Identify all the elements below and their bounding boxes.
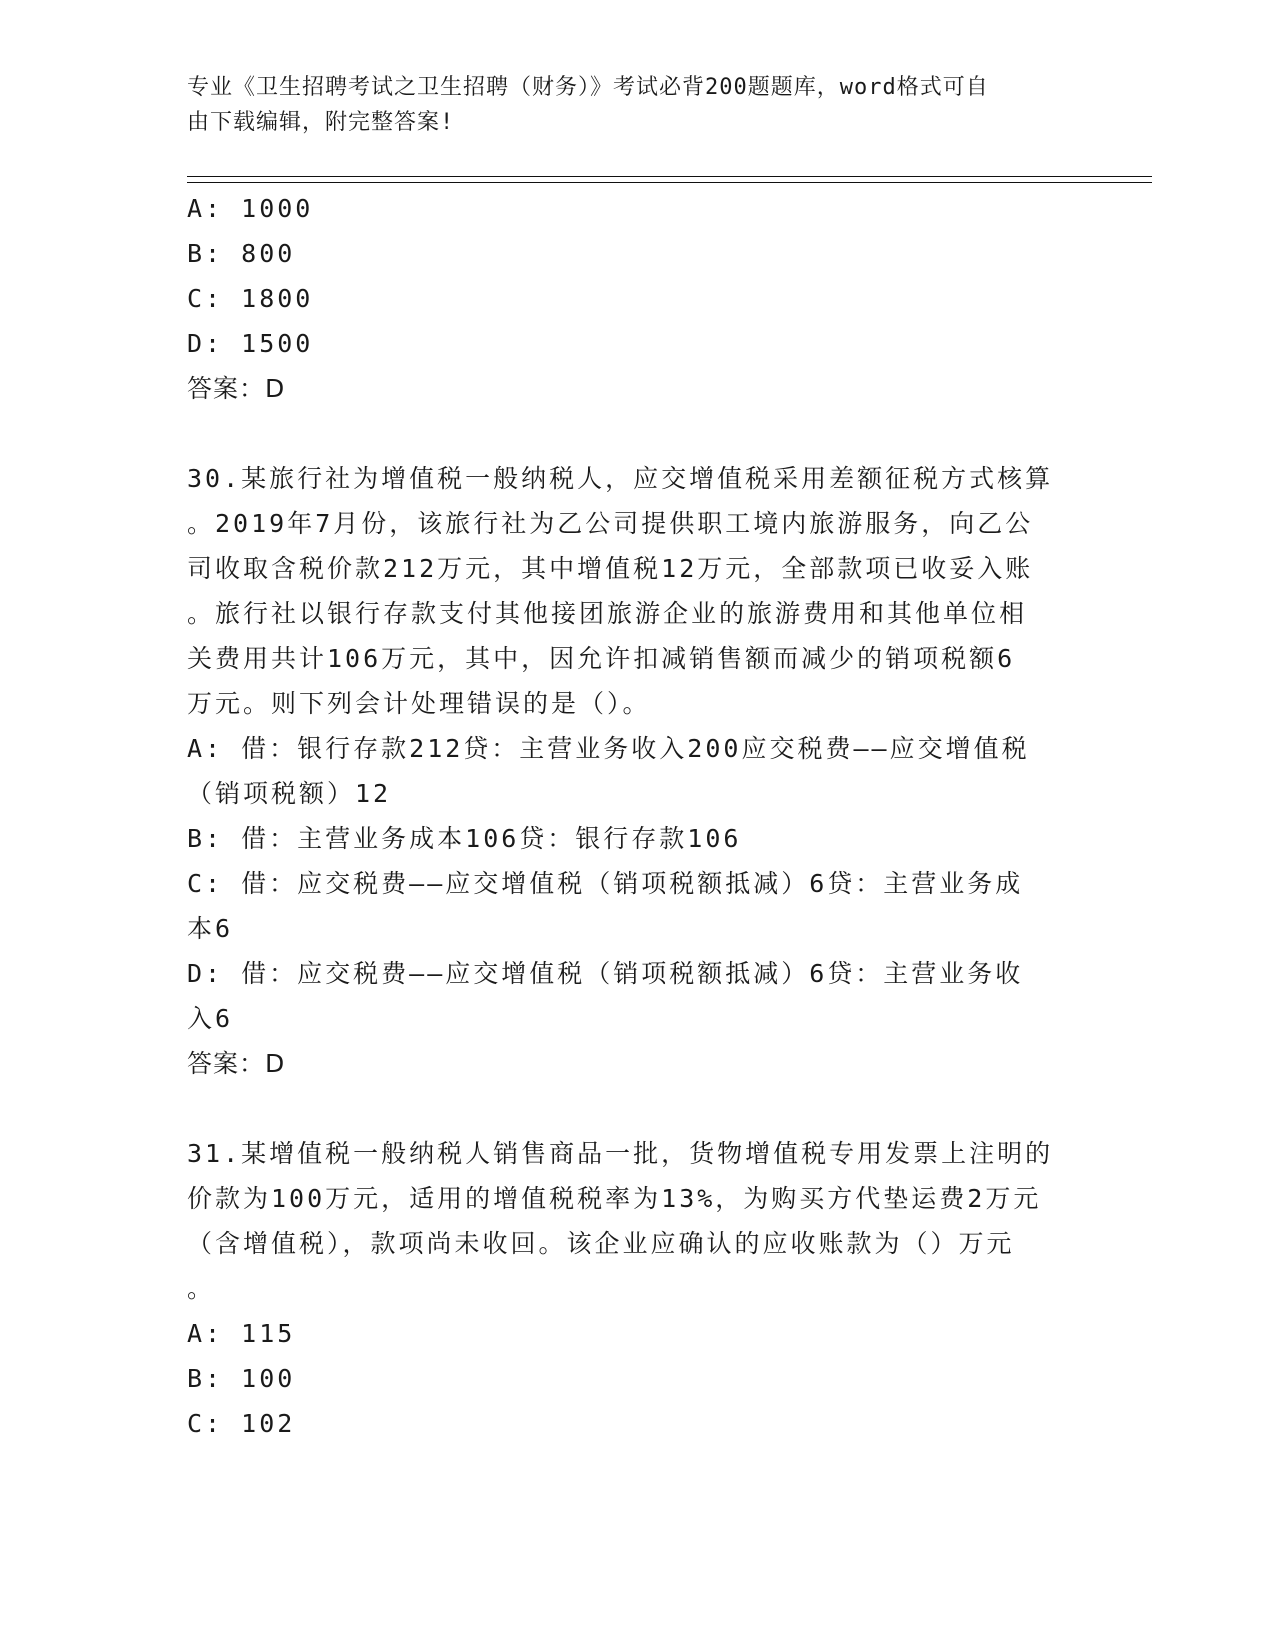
q30-stem-line-1: 30.某旅行社为增值税一般纳税人，应交增值税采用差额征税方式核算 [187, 464, 1054, 493]
q30-option-a-cont: （销项税额）12 [187, 779, 392, 808]
q29-option-b: B: 800 [187, 239, 296, 268]
q31-option-a: A: 115 [187, 1319, 296, 1348]
q30-stem-line-2: 。2019年7月份，该旅行社为乙公司提供职工境内旅游服务，向乙公 [187, 509, 1034, 538]
q30-stem-line-5: 关费用共计106万元，其中，因允许扣减销售额而减少的销项税额6 [187, 644, 1016, 673]
q30-stem-line-4: 。旅行社以银行存款支付其他接团旅游企业的旅游费用和其他单位相 [187, 599, 1028, 628]
q30-stem-line-3: 司收取含税价款212万元，其中增值税12万元，全部款项已收妥入账 [187, 554, 1034, 583]
q30-stem-line-6: 万元。则下列会计处理错误的是（）。 [187, 689, 651, 718]
q30-option-c-cont: 本6 [187, 914, 234, 943]
q31-stem-line-4: 。 [187, 1274, 216, 1303]
header-divider-bottom [187, 182, 1152, 183]
q31-option-b: B: 100 [187, 1364, 296, 1393]
q30-answer: 答案：D [187, 1049, 286, 1078]
header-line-1: 专业《卫生招聘考试之卫生招聘（财务）》考试必背200题题库，word格式可自 [187, 75, 989, 100]
header-line-2: 由下载编辑，附完整答案! [187, 110, 455, 135]
q30-option-d: D: 借：应交税费——应交增值税（销项税额抵减）6贷：主营业务收 [187, 959, 1024, 988]
q29-option-d: D: 1500 [187, 329, 314, 358]
q30-option-c: C: 借：应交税费——应交增值税（销项税额抵减）6贷：主营业务成 [187, 869, 1024, 898]
q31-stem-line-1: 31.某增值税一般纳税人销售商品一批，货物增值税专用发票上注明的 [187, 1139, 1054, 1168]
header-divider-top [187, 176, 1152, 177]
document-header [187, 70, 1067, 140]
q30-option-a: A: 借：银行存款212贷：主营业务收入200应交税费——应交增值税 [187, 734, 1030, 763]
q31-stem-line-3: （含增值税），款项尚未收回。该企业应确认的应收账款为（）万元 [187, 1229, 1015, 1258]
q30-option-b: B: 借：主营业务成本106贷：银行存款106 [187, 824, 742, 853]
q29-option-c: C: 1800 [187, 284, 314, 313]
q31-stem-line-2: 价款为100万元，适用的增值税税率为13%，为购买方代垫运费2万元 [187, 1184, 1042, 1213]
q31-option-c: C: 102 [187, 1409, 296, 1438]
q29-option-a: A: 1000 [187, 194, 314, 223]
q29-answer: 答案：D [187, 374, 286, 403]
q30-option-d-cont: 入6 [187, 1004, 234, 1033]
